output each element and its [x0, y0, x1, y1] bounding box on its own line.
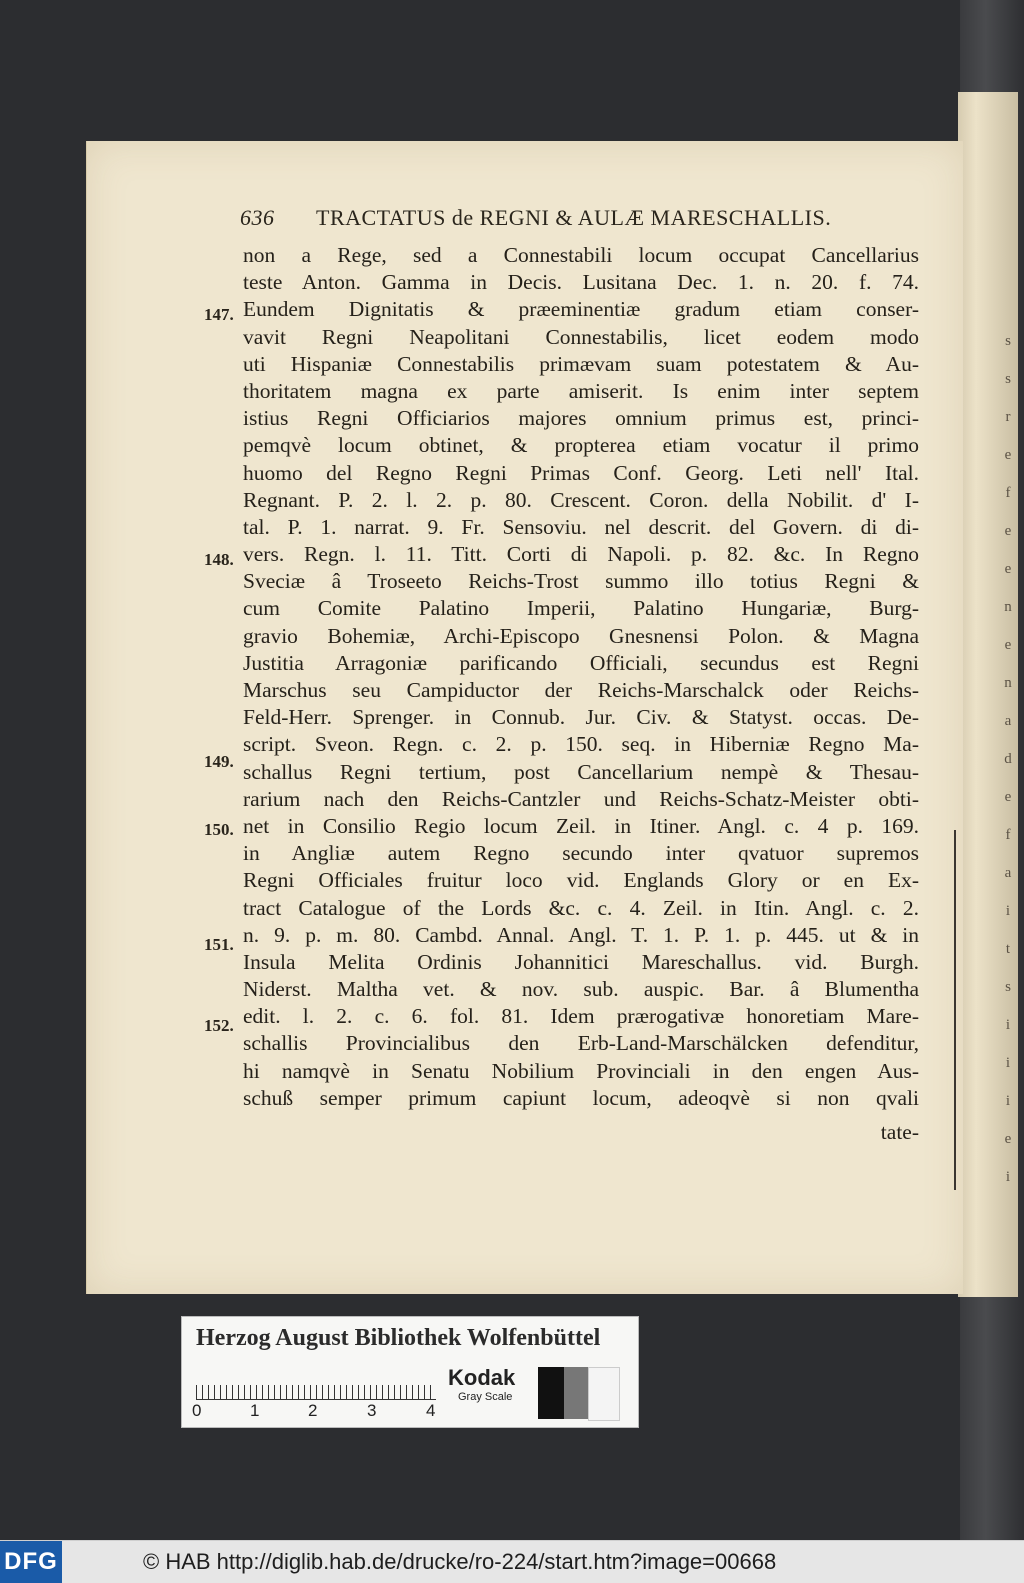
text-line: Insula Melita Ordinis Johannitici Mareschallus. vid. Burgh.: [243, 949, 919, 974]
text-line: n. 9. p. m. 80. Cambd. Annal. Angl. T. 1. P. 1. p. 445. ut & in: [243, 922, 919, 947]
text-line: Regni Officiales fruitur loco vid. Englands Glory or en Ex-: [243, 868, 919, 893]
text-line: rarium nach den Reichs-Cantzler und Reichs-Schatz-Meister obti-: [243, 786, 919, 811]
library-name: Herzog August Bibliothek Wolfenbüttel: [196, 1325, 601, 1351]
text-line: vavit Regni Neapolitani Connestabilis, licet eodem modo: [243, 324, 919, 349]
margin-number: 152.: [204, 1016, 234, 1035]
text-line: hi namqvè in Senatu Nobilium Provinciali in den engen Aus-: [243, 1058, 919, 1083]
text-line: Marschus seu Campiductor der Reichs-Marschalck oder Reichs-: [243, 678, 919, 702]
gray-swatch-black: [538, 1367, 564, 1419]
text-line: Sveciæ â Troseeto Reichs-Trost summo illo totius Regni &: [243, 569, 919, 594]
ruler-numbers: [192, 1401, 452, 1423]
facing-page-letters: s s r e f e e n e n a d e f a i t s i i i e i: [1004, 333, 1012, 1185]
copyright-url[interactable]: © HAB http://diglib.hab.de/drucke/ro-224/start.htm?image=00668: [143, 1549, 777, 1574]
ruler-number: 3: [367, 1401, 377, 1420]
text-line: tract Catalogue of the Lords &c. c. 4. Zeil. in Itin. Angl. c. 2.: [243, 895, 919, 920]
margin-rule: [954, 830, 956, 1190]
footer-bar: [0, 1540, 1024, 1583]
text-line: istius Regni Officiarios majores omnium primus est, princi-: [243, 406, 919, 431]
text-line: non a Rege, sed a Connestabili locum occupat Cancellarius: [243, 243, 919, 267]
text-line: teste Anton. Gamma in Decis. Lusitana Dec. 1. n. 20. f. 74.: [243, 270, 919, 295]
text-line: thoritatem magna ex parte amiserit. Is enim inter septem: [243, 378, 919, 403]
text-line: huomo del Regno Regni Primas Conf. Georg. Leti nell' Ital.: [243, 460, 919, 485]
ruler-number: 0: [192, 1401, 202, 1420]
page-number: 636: [240, 205, 275, 230]
library-color-card: [181, 1316, 639, 1428]
dfg-logo: DFG: [0, 1541, 62, 1583]
text-line: tal. P. 1. narrat. 9. Fr. Sensoviu. nel descrit. del Govern. di di-: [243, 514, 919, 539]
text-line: schallis Provincialibus den Erb-Land-Marschälcken defenditur,: [243, 1031, 919, 1056]
text-line: Feld-Herr. Sprenger. in Connub. Jur. Civ. & Statyst. occas. De-: [243, 705, 919, 730]
ruler-number: 1: [250, 1401, 260, 1420]
text-line: Regnant. P. 2. l. 2. p. 80. Crescent. Coron. della Nobilit. d' I-: [243, 487, 919, 512]
catchword: tate-: [880, 1120, 919, 1144]
running-title: TRACTATUS de REGNI & AULÆ MARESCHALLIS.: [316, 205, 832, 230]
ruler-number: 2: [308, 1401, 318, 1420]
text-line: schuß semper primum capiunt locum, adeoqvè si non qvali: [243, 1085, 919, 1110]
scale-ruler: [196, 1369, 436, 1400]
body-text: [243, 242, 919, 1112]
facing-page-edge: [958, 92, 1018, 1297]
text-line: uti Hispaniæ Connestabilis primævam suam potestatem & Au-: [243, 351, 919, 376]
text-line: net in Consilio Regio locum Zeil. in Itiner. Angl. c. 4 p. 169.: [243, 813, 919, 838]
text-line: schallus Regni tertium, post Cancellarium nempè & Thesau-: [243, 759, 919, 784]
text-line: Niderst. Maltha vet. & nov. sub. auspic. Bar. â Blumentha: [243, 977, 919, 1002]
gray-swatch-white: [588, 1367, 620, 1421]
text-line: gravio Bohemiæ, Archi-Episcopo Gnesnensi Polon. & Magna: [243, 623, 919, 648]
text-line: vers. Regn. l. 11. Titt. Corti di Napoli. p. 82. &c. In Regno: [243, 542, 919, 567]
kodak-logo: Kodak: [448, 1365, 516, 1390]
text-line: script. Sveon. Regn. c. 2. p. 150. seq. in Hiberniæ Regno Ma-: [243, 732, 919, 757]
text-line: Eundem Dignitatis & præeminentiæ gradum etiam conser-: [243, 297, 919, 322]
margin-number: 148.: [204, 550, 234, 569]
ruler-number: 4: [426, 1401, 436, 1420]
text-line: cum Comite Palatino Imperii, Palatino Hungariæ, Burg-: [243, 596, 919, 621]
margin-number: 147.: [204, 305, 234, 324]
text-line: pemqvè locum obtinet, & propterea etiam vocatur il primo: [243, 433, 919, 458]
kodak-subtitle: Gray Scale: [458, 1391, 513, 1403]
text-line: in Angliæ autem Regno secundo inter qvatuor supremos: [243, 841, 919, 866]
text-line: Justitia Arragoniæ parificando Officiali, secundus est Regni: [243, 650, 919, 675]
margin-number: 150.: [204, 820, 234, 839]
margin-number: 149.: [204, 752, 234, 771]
margin-number: 151.: [204, 935, 234, 954]
text-line: edit. l. 2. c. 6. fol. 81. Idem prærogativæ honoretiam Mare-: [243, 1004, 919, 1029]
gray-swatch-mid: [564, 1367, 588, 1419]
